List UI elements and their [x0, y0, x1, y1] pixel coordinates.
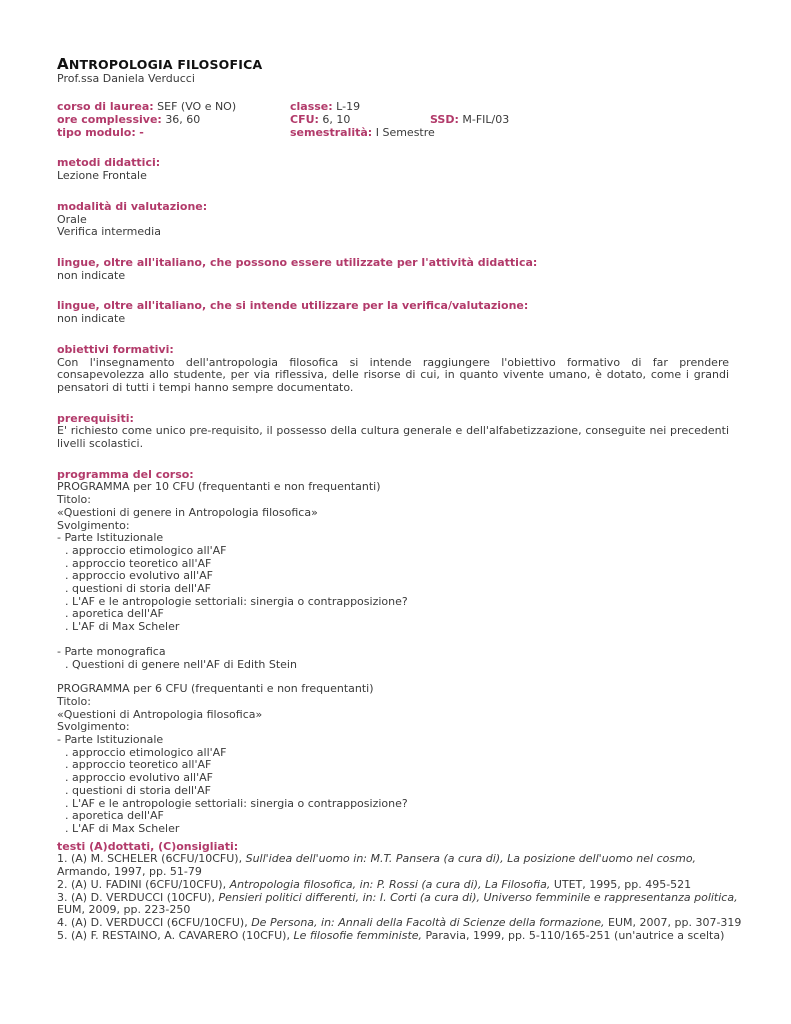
list-item: . approccio evolutivo all'AF [65, 569, 213, 583]
list-item: . aporetica dell'AF [65, 809, 164, 823]
testo-1-cont: Armando, 1997, pp. 51-79 [57, 865, 202, 879]
testo-5: 5. (A) F. RESTAINO, A. CAVARERO (10CFU), Le filosofie femministe, Paravia, 1999, pp. 5-110/165-251 (un'autrice a scelta) [57, 928, 725, 942]
valutazione-value-2: Verifica intermedia [57, 225, 161, 239]
list-item: . approccio teoretico all'AF [65, 758, 212, 772]
course-sheet [57, 55, 742, 942]
list-item: . L'AF e le antropologie settoriali: sinergia o contrapposizione? [65, 796, 408, 810]
info-row-2: ore complessive: 36, 60 CFU: 6, 10 SSD: M-FIL/03 [57, 113, 510, 127]
list-item: . approccio evolutivo all'AF [65, 771, 213, 785]
testi-label: testi (A)dottati, (C)onsigliati: [57, 839, 239, 853]
list-item: . aporetica dell'AF [65, 607, 164, 621]
lingue-verifica-label: lingue, oltre all'italiano, che si intende utilizzare per la verifica/valutazione: [57, 299, 529, 313]
testo-3: 3. (A) D. VERDUCCI (10CFU), Pensieri politici differenti, in: I. Corti (a cura di), Universo femminile e rappresentanza politica, [57, 890, 738, 904]
testo-3-cont: EUM, 2009, pp. 223-250 [57, 903, 191, 917]
programma-10-titolo-label: Titolo: [57, 493, 91, 507]
lingue-didattica-value: non indicate [57, 268, 126, 282]
list-item: . approccio etimologico all'AF [65, 745, 227, 759]
programma-6-svolgimento: Svolgimento: [57, 720, 130, 734]
programma-10-parte-monografica: - Parte monografica [57, 644, 166, 658]
programma-10-parte-istituzionale: - Parte Istituzionale [57, 531, 164, 545]
list-item: . L'AF e le antropologie settoriali: sinergia o contrapposizione? [65, 594, 408, 608]
metodi-value: Lezione Frontale [57, 169, 147, 183]
list-item: . approccio etimologico all'AF [65, 543, 227, 557]
metodi-label: metodi didattici: [57, 156, 161, 170]
lingue-verifica-value: non indicate [57, 312, 126, 326]
programma-6-title: «Questioni di Antropologia filosofica» [57, 707, 263, 721]
list-item: . approccio teoretico all'AF [65, 556, 212, 570]
list-item: . questioni di storia dell'AF [65, 582, 211, 596]
list-item: . Questioni di genere nell'AF di Edith Stein [65, 657, 297, 671]
obiettivi-text: Con l'insegnamento dell'antropologia filosofica si intende raggiungere l'obiettivo formativo di far prendere consapevolezza allo studente, per via riflessiva, delle risorse di cui, in quanto vivente umano, è dotato, come i grandi pensatori di tutti i tempi hanno sempre documentato. [57, 355, 729, 394]
valutazione-label: modalità di valutazione: [57, 199, 208, 213]
programma-label: programma del corso: [57, 467, 194, 481]
testo-2: 2. (A) U. FADINI (6CFU/10CFU), Antropologia filosofica, in: P. Rossi (a cura di), La Filosofia, UTET, 1995, pp. 495-521 [57, 877, 692, 891]
programma-10-title: «Questioni di genere in Antropologia filosofica» [57, 505, 318, 519]
list-item: . questioni di storia dell'AF [65, 783, 211, 797]
testo-4: 4. (A) D. VERDUCCI (6CFU/10CFU), De Persona, in: Annali della Facoltà di Scienze della formazione, EUM, 2007, pp. 307-319 [57, 915, 742, 929]
info-row-1: corso di laurea: SEF (VO e NO) classe: L-19 [57, 100, 361, 114]
programma-6-header: PROGRAMMA per 6 CFU (frequentanti e non frequentanti) [57, 682, 374, 696]
professor-name: Prof.ssa Daniela Verducci [57, 71, 195, 85]
prerequisiti-text: E' richiesto come unico pre-requisito, il possesso della cultura generale e dell'alfabetizzazione, conseguite nei precedenti livelli scolastici. [57, 424, 729, 451]
list-item: . L'AF di Max Scheler [65, 620, 180, 634]
lingue-didattica-label: lingue, oltre all'italiano, che possono essere utilizzate per l'attività didattica: [57, 255, 538, 269]
course-title: ANTROPOLOGIA FILOSOFICA [57, 55, 263, 73]
programma-10-header: PROGRAMMA per 10 CFU (frequentanti e non frequentanti) [57, 480, 381, 494]
valutazione-value-1: Orale [57, 212, 87, 226]
prerequisiti-label: prerequisiti: [57, 411, 134, 425]
info-row-3: tipo modulo: - semestralità: I Semestre [57, 125, 435, 139]
programma-6-titolo-label: Titolo: [57, 694, 91, 708]
list-item: . L'AF di Max Scheler [65, 822, 180, 835]
testo-1: 1. (A) M. SCHELER (6CFU/10CFU), Sull'idea dell'uomo in: M.T. Pansera (a cura di), La posizione dell'uomo nel cosmo, [57, 852, 697, 866]
programma-10-svolgimento: Svolgimento: [57, 518, 130, 532]
obiettivi-label: obiettivi formativi: [57, 342, 174, 356]
programma-6-parte-istituzionale: - Parte Istituzionale [57, 733, 164, 747]
